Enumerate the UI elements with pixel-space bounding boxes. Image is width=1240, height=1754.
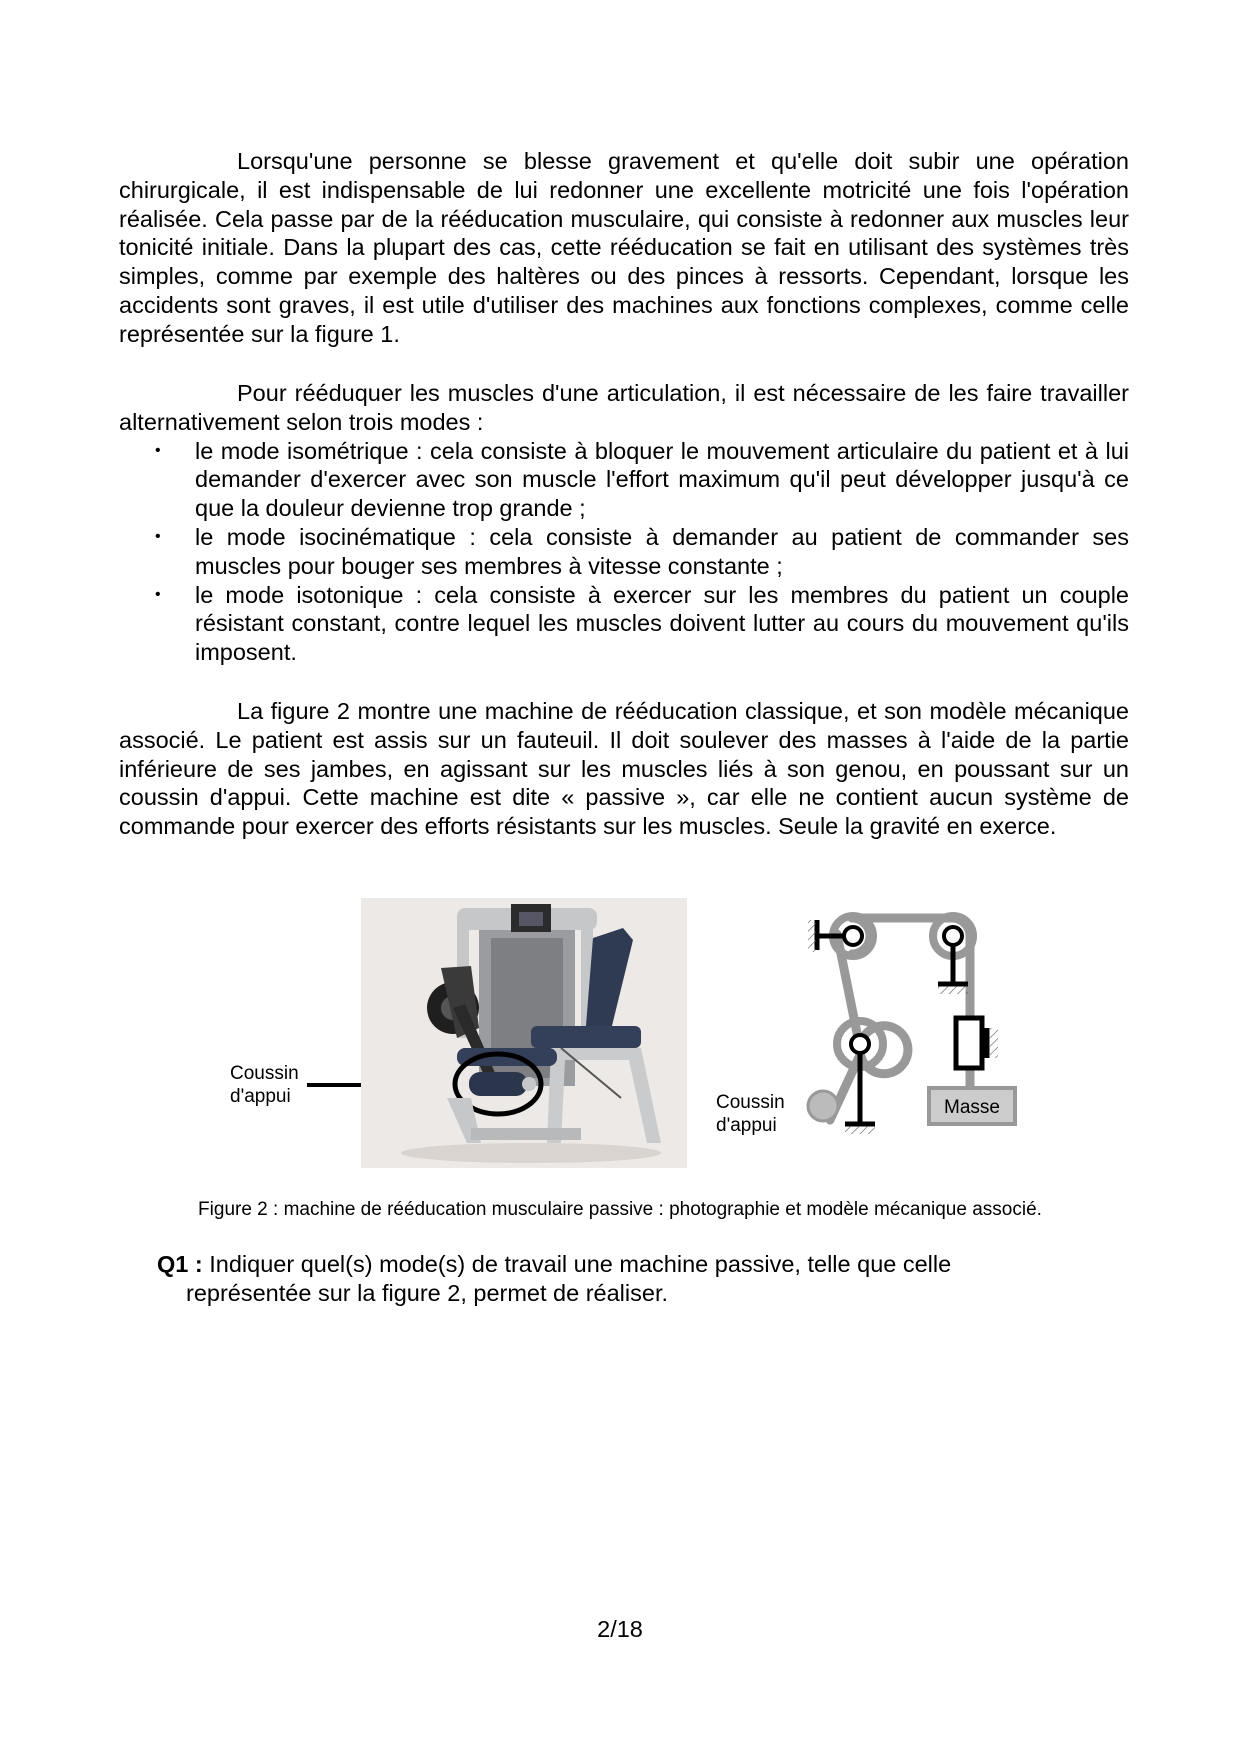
mass-label: Masse	[944, 1097, 1000, 1118]
list-item	[119, 523, 1129, 581]
bullet-icon: •	[155, 585, 161, 603]
list-item	[119, 437, 1129, 523]
figure-2	[0, 898, 1240, 1178]
pulley-top-right	[933, 916, 973, 994]
list-item	[119, 581, 1129, 667]
question-q1	[157, 1250, 1120, 1308]
modes-section	[119, 379, 1129, 667]
bullet-icon: •	[155, 527, 161, 545]
mass-block	[929, 1088, 1015, 1124]
callout-line: Coussin	[230, 1063, 299, 1084]
mechanical-model-diagram	[790, 898, 1060, 1178]
machine-photo	[361, 898, 687, 1168]
machine-photo-illustration	[361, 898, 687, 1168]
machine-paragraph	[119, 697, 1129, 841]
question-label: Q1 :	[157, 1251, 203, 1277]
pulley-lever	[837, 1021, 883, 1134]
intro-paragraph	[119, 147, 1129, 349]
question-text: représentée sur la figure 2, permet de réaliser.	[186, 1279, 669, 1306]
question-text: Indiquer quel(s) mode(s) de travail une machine passive, telle que celle	[209, 1251, 952, 1277]
bullet-icon: •	[155, 441, 161, 459]
pulley-top-left	[808, 916, 873, 956]
figure-caption: Figure 2 : machine de rééducation musculaire passive : photographie et modèle mécanique associé.	[198, 1199, 1042, 1220]
list-item-text: le mode isométrique : cela consiste à bloquer le mouvement articulaire du patient et à lui demander d'exercer avec son muscle l'effort maximum qu'il peut développer jusqu'à ce que la douleur devienne trop grande ;	[195, 437, 1129, 522]
slider-guide	[956, 1018, 998, 1068]
paragraph-text: Pour rééduquer les muscles d'une articulation, il est nécessaire de les faire travailler alternativement selon trois modes :	[119, 380, 1129, 435]
page-number: 2/18	[597, 1616, 643, 1642]
pad-roller	[808, 1091, 838, 1121]
paragraph-text: La figure 2 montre une machine de rééducation classique, et son modèle mécanique associé. Le patient est assis sur un fauteuil. Il doit soulever des masses à l'aide de la partie inférieure de ses jambes, en agissant sur les muscles liés à son genou, en poussant sur un coussin d'appui. Cette machine est dite « passive », car elle ne contient aucun système de commande pour exercer des efforts résistants sur les muscles. Seule la gravité en exerce.	[119, 698, 1129, 840]
model-callout-label	[716, 1091, 785, 1137]
paragraph-text: Lorsqu'une personne se blesse gravement et qu'elle doit subir une opération chirurgicale, il est indispensable de lui redonner une excellente motricité une fois l'opération réalisée. Cela passe par de la rééducation musculaire, qui consiste à redonner aux muscles leur tonicité initiale. Dans la plupart des cas, cette rééducation se fait en utilisant des systèmes très simples, comme par exemple des haltères ou des pinces à ressorts. Cependant, lorsque les accidents sont graves, il est utile d'utiliser des machines aux fonctions complexes, comme celle représentée sur la figure 1.	[119, 148, 1129, 347]
callout-line: d'appui	[716, 1115, 777, 1136]
list-item-text: le mode isocinématique : cela consiste à demander au patient de commander ses muscles pour bouger ses membres à vitesse constante ;	[195, 523, 1129, 579]
callout-line: d'appui	[230, 1086, 291, 1107]
list-item-text: le mode isotonique : cela consiste à exercer sur les membres du patient un couple résistant constant, contre lequel les muscles doivent lutter au cours du mouvement qu'ils imposent.	[195, 581, 1129, 666]
modes-list	[119, 437, 1129, 667]
callout-line: Coussin	[716, 1092, 785, 1113]
